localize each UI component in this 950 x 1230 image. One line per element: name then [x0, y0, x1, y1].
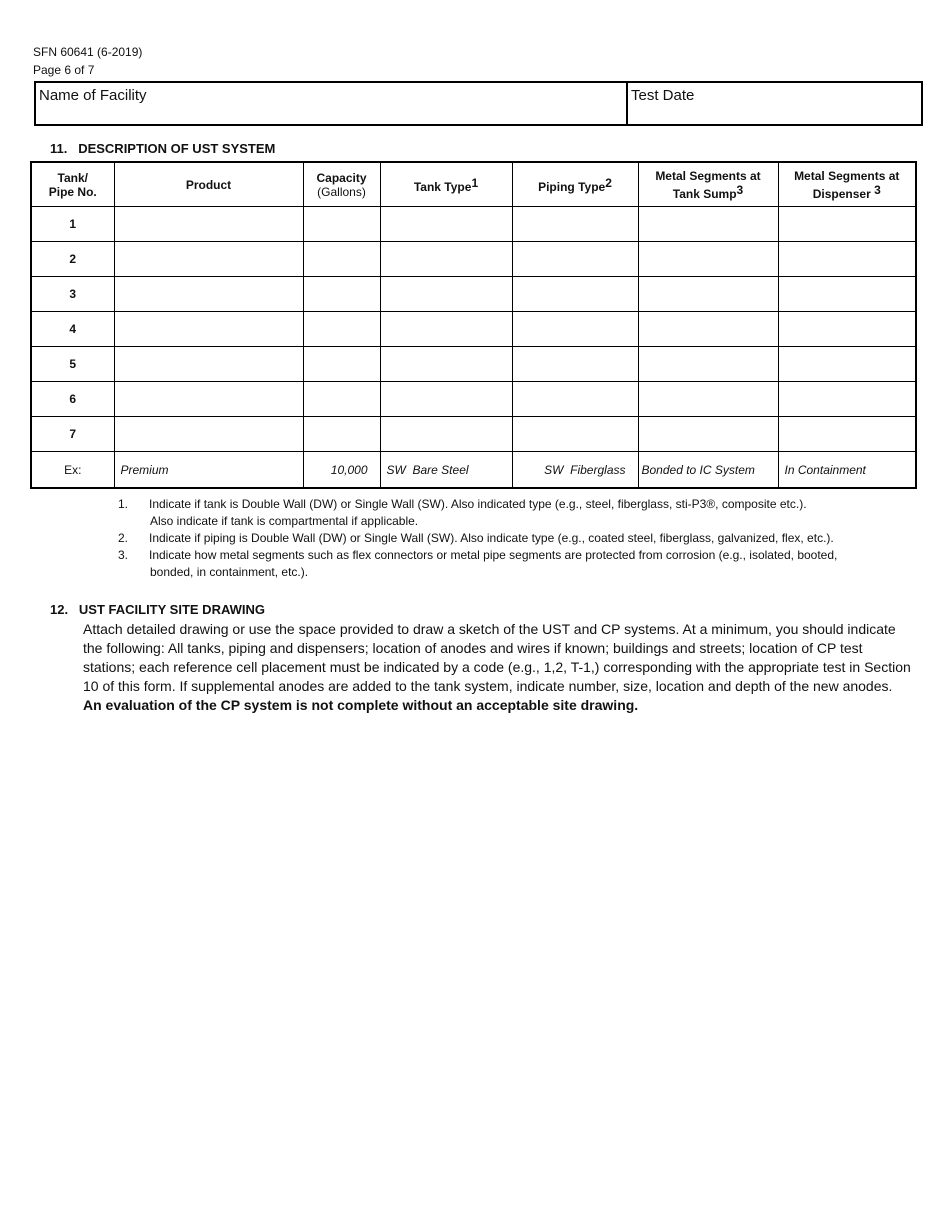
- product-cell[interactable]: [114, 277, 303, 312]
- dispenser-cell[interactable]: [778, 277, 916, 312]
- piping-type-cell[interactable]: [512, 207, 638, 242]
- footnote-ref: 1: [471, 175, 479, 190]
- footnote-number: 3.: [118, 548, 129, 562]
- tank-type-cell[interactable]: [380, 347, 512, 382]
- facility-name-input[interactable]: [36, 104, 626, 124]
- table-row: [31, 382, 916, 417]
- product-cell[interactable]: [114, 242, 303, 277]
- section-12-title: 12. UST FACILITY SITE DRAWING: [50, 602, 266, 617]
- table-row: [31, 347, 916, 382]
- page-number: Page 6 of 7: [33, 63, 95, 77]
- footnote-number: 2.: [118, 531, 129, 545]
- footnote-2: [118, 530, 898, 547]
- table-row: [31, 312, 916, 347]
- site-drawing-area[interactable]: [83, 720, 913, 1200]
- footnote-ref: 2: [605, 175, 612, 190]
- dispenser-cell[interactable]: [778, 417, 916, 452]
- table-row: [31, 242, 916, 277]
- product-cell[interactable]: [114, 417, 303, 452]
- example-tank-type: SW Bare Steel: [380, 452, 512, 489]
- row-number: 4: [31, 312, 114, 347]
- table-row: [31, 207, 916, 242]
- facility-header: [34, 81, 923, 126]
- facility-name-field[interactable]: [36, 83, 628, 124]
- facility-name-label: Name of Facility: [39, 87, 147, 104]
- row-number: 7: [31, 417, 114, 452]
- tank-type-cell[interactable]: [380, 312, 512, 347]
- product-cell[interactable]: [114, 382, 303, 417]
- row-number: 2: [31, 242, 114, 277]
- instructions-text: Attach detailed drawing or use the space provided to draw a sketch of the UST and CP systems. At a minimum, you should indicate the following: All tanks, piping and dispensers; location of anodes and wires if known; buildings and streets; location of CP test stations; each reference cell placement must be indicated by a code (e.g., 1,2, T-1,) corresponding with the appropriate test in Section 10 of this form. If supplemental anodes are added to the tank system, indicate number, size, location and depth of the new anodes.: [83, 621, 911, 694]
- footnotes: [118, 496, 898, 581]
- footnote-1: [118, 496, 898, 513]
- tank-sump-cell[interactable]: [638, 417, 778, 452]
- footnote-continuation: bonded, in containment, etc.).: [150, 565, 309, 579]
- product-cell[interactable]: [114, 312, 303, 347]
- col-tank-pipe-no: Tank/ Pipe No.: [31, 162, 114, 207]
- footnote-text: Indicate if tank is Double Wall (DW) or Single Wall (SW). Also indicated type (e.g., steel, fiberglass, sti-P3®, composite etc.).: [149, 497, 807, 511]
- capacity-cell[interactable]: [303, 242, 380, 277]
- row-number: 5: [31, 347, 114, 382]
- footnote-number: 1.: [118, 497, 129, 511]
- col-dispenser: Metal Segments at Dispenser $^3$: [778, 162, 916, 207]
- product-cell[interactable]: [114, 207, 303, 242]
- piping-type-cell[interactable]: [512, 347, 638, 382]
- tank-sump-cell[interactable]: [638, 277, 778, 312]
- piping-type-cell[interactable]: [512, 277, 638, 312]
- piping-type-cell[interactable]: [512, 242, 638, 277]
- piping-type-cell[interactable]: [512, 312, 638, 347]
- dispenser-cell[interactable]: [778, 312, 916, 347]
- tank-sump-cell[interactable]: [638, 242, 778, 277]
- dispenser-cell[interactable]: [778, 382, 916, 417]
- capacity-cell[interactable]: [303, 207, 380, 242]
- test-date-label: Test Date: [631, 87, 695, 104]
- table-row: [31, 417, 916, 452]
- example-label: Ex:: [31, 452, 114, 489]
- table-row: [31, 277, 916, 312]
- tank-type-cell[interactable]: [380, 207, 512, 242]
- row-number: 6: [31, 382, 114, 417]
- footnote-text: Indicate if piping is Double Wall (DW) or Single Wall (SW). Also indicate type (e.g., coated steel, fiberglass, galvanized, flex, etc.).: [149, 531, 834, 545]
- tank-type-cell[interactable]: [380, 277, 512, 312]
- tank-type-cell[interactable]: [380, 242, 512, 277]
- test-date-field[interactable]: [628, 83, 921, 124]
- table-header-row: [31, 162, 916, 207]
- product-cell[interactable]: [114, 347, 303, 382]
- example-product: Premium: [114, 452, 303, 489]
- tank-type-cell[interactable]: [380, 417, 512, 452]
- footnote-text: Indicate how metal segments such as flex connectors or metal pipe segments are protected from corrosion (e.g., isolated, booted,: [149, 548, 838, 562]
- tank-type-cell[interactable]: [380, 382, 512, 417]
- capacity-cell[interactable]: [303, 382, 380, 417]
- col-product: Product: [114, 162, 303, 207]
- capacity-cell[interactable]: [303, 312, 380, 347]
- example-row: [31, 452, 916, 489]
- example-capacity: 10,000: [303, 452, 380, 489]
- capacity-cell[interactable]: [303, 277, 380, 312]
- tank-sump-cell[interactable]: [638, 207, 778, 242]
- row-number: 1: [31, 207, 114, 242]
- dispenser-cell[interactable]: [778, 347, 916, 382]
- form-number: SFN 60641 (6-2019): [33, 45, 143, 59]
- footnote-continuation: Also indicate if tank is compartmental if applicable.: [150, 514, 419, 528]
- section-12-instructions: [83, 620, 913, 715]
- tank-sump-cell[interactable]: [638, 312, 778, 347]
- instructions-bold-text: An evaluation of the CP system is not complete without an acceptable site drawing.: [83, 697, 639, 713]
- test-date-input[interactable]: [628, 104, 921, 124]
- footnote-ref: 3: [874, 182, 881, 197]
- footnote-ref: 3: [736, 182, 744, 197]
- example-piping-type: SW Fiberglass: [512, 452, 638, 489]
- capacity-cell[interactable]: [303, 417, 380, 452]
- ust-system-table: [30, 161, 917, 489]
- section-11-title: 11. DESCRIPTION OF UST SYSTEM: [50, 141, 276, 156]
- dispenser-cell[interactable]: [778, 242, 916, 277]
- col-tank-sump: Metal Segments at Tank Sump$^3$: [638, 162, 778, 207]
- col-tank-type: Tank Type$^1$: [380, 162, 512, 207]
- col-capacity: Capacity (Gallons): [303, 162, 380, 207]
- row-number: 3: [31, 277, 114, 312]
- tank-sump-cell[interactable]: [638, 347, 778, 382]
- capacity-cell[interactable]: [303, 347, 380, 382]
- dispenser-cell[interactable]: [778, 207, 916, 242]
- piping-type-cell[interactable]: [512, 417, 638, 452]
- example-tank-sump: Bonded to IC System: [638, 452, 778, 489]
- footnote-3: [118, 547, 898, 564]
- col-piping-type: Piping Type$^2$: [512, 162, 638, 207]
- tank-sump-cell[interactable]: [638, 382, 778, 417]
- piping-type-cell[interactable]: [512, 382, 638, 417]
- example-dispenser: In Containment: [778, 452, 916, 489]
